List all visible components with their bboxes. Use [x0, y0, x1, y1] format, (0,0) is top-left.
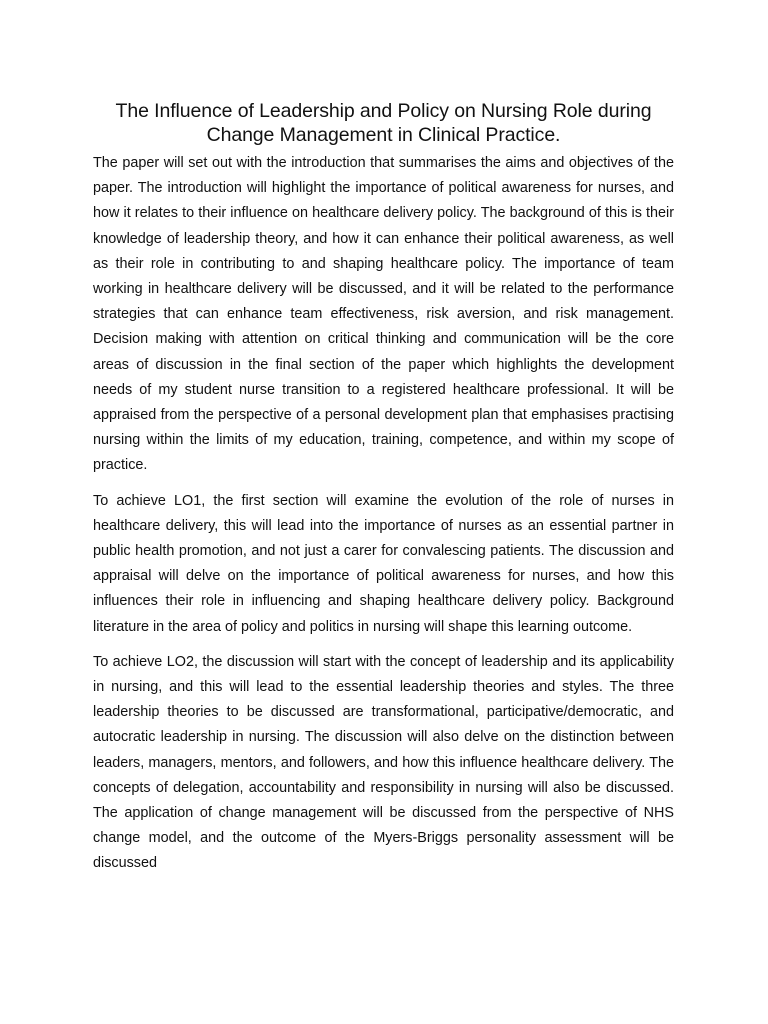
paragraph-introduction: The paper will set out with the introduction that summarises the aims and objectives of the paper. The introduction will highlight the importance of political awareness for nurses, and how it relates to their influence on healthcare delivery policy. The background of this is their knowledge of leadership theory, and how it can enhance their political awareness, as well as their role in contributing to and shaping healthcare policy. The importance of team working in healthcare delivery will be discussed, and it will be related to the performance strategies that can enhance team effectiveness, risk aversion, and risk management. Decision making with attention on critical thinking and communication will be the core areas of discussion in the final section of the paper which highlights the development needs of my student nurse transition to a registered healthcare professional. It will be appraised from the perspective of a personal development plan that emphasises practising nursing within the limits of my education, training, competence, and within my scope of practice. — [93, 155, 674, 474]
document-title: The Influence of Leadership and Policy on Nursing Role during Change Management in Clinical Practice. — [115, 100, 652, 146]
document-body — [93, 99, 674, 887]
paragraph-lo2: To achieve LO2, the discussion will start with the concept of leadership and its applicability in nursing, and this will lead to the essential leadership theories and styles. The three leadership theories to be discussed are transformational, participative/democratic, and autocratic leadership in nursing. The discussion will also delve on the distinction between leaders, managers, mentors, and followers, and how this influence healthcare delivery. The concepts of delegation, accountability and responsibility in nursing will also be discussed. The application of change management will be discussed from the perspective of NHS change model, and the outcome of the Myers-Briggs personality assessment will be discussed — [93, 653, 674, 872]
paragraph-lo1: To achieve LO1, the first section will examine the evolution of the role of nurses in healthcare delivery, this will lead into the importance of nurses as an essential partner in public health promotion, and not just a carer for convalescing patients. The discussion and appraisal will delve on the importance of political awareness for nurses, and how this influences their role in influencing and shaping healthcare delivery policy. Background literature in the area of policy and politics in nursing will shape this learning outcome. — [93, 492, 674, 635]
